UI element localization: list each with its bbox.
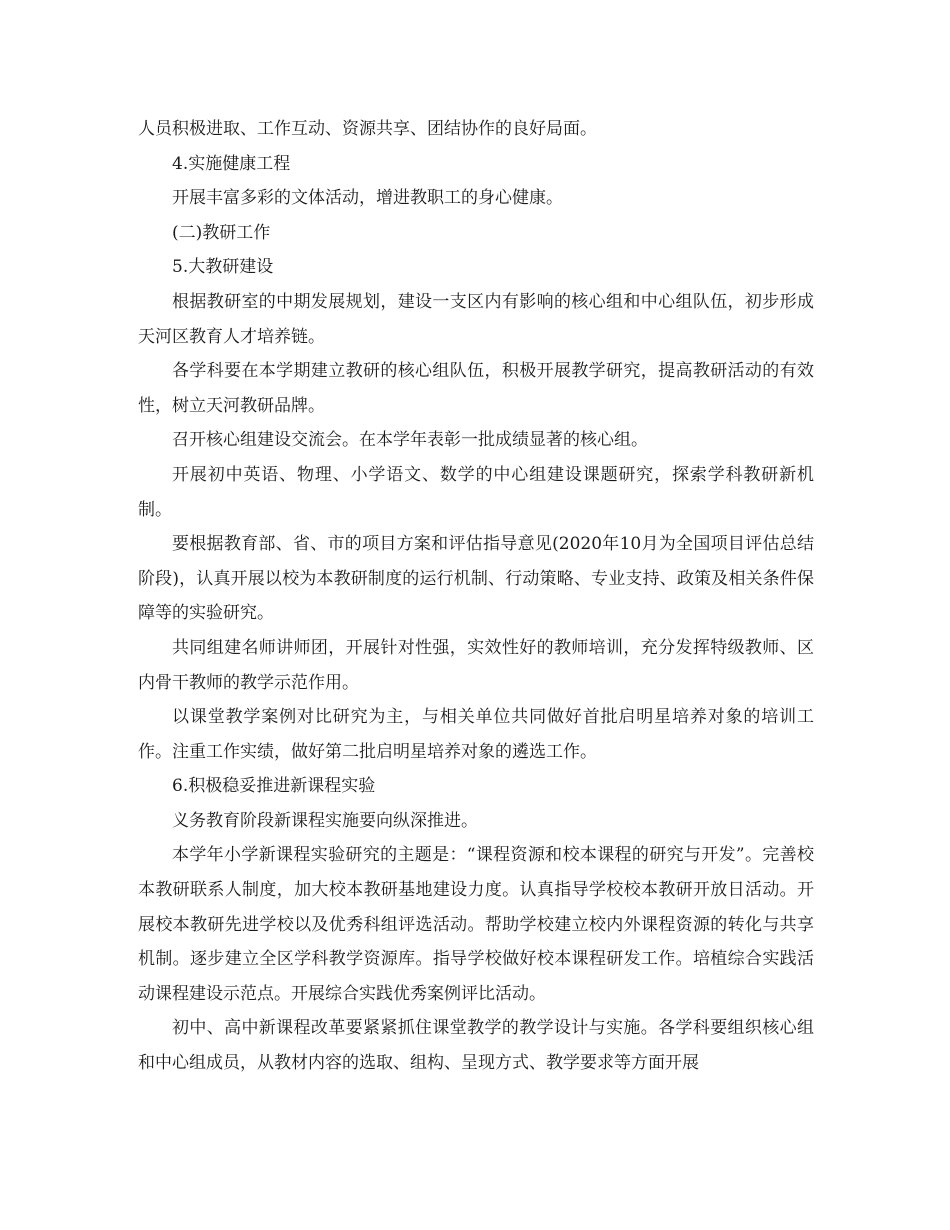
paragraph: 根据教研室的中期发展规划，建设一支区内有影响的核心组和中心组队伍，初步形成天河区教育人才培养链。 bbox=[138, 291, 814, 347]
paragraph: 共同组建名师讲师团，开展针对性强，实效性好的教师培训，充分发挥特级教师、区内骨干教师的教学示范作用。 bbox=[138, 637, 814, 693]
section-heading-teaching-research: (二)教研工作 bbox=[172, 222, 271, 243]
paragraph: 开展初中英语、物理、小学语文、数学的中心组建设课题研究，探索学科教研新机制。 bbox=[138, 464, 814, 520]
document-page bbox=[138, 112, 814, 1081]
section-heading-health-project: 4.实施健康工程 bbox=[172, 153, 291, 174]
paragraph: 召开核心组建设交流会。在本学年表彰一批成绩显著的核心组。 bbox=[172, 430, 648, 451]
paragraph: 各学科要在本学期建立教研的核心组队伍，积极开展教学研究，提高教研活动的有效性，树立天河教研品牌。 bbox=[138, 361, 814, 416]
paragraph: 以课堂教学案例对比研究为主，与相关单位共同做好首批启明星培养对象的培训工作。注重工作实绩，做好第二批启明星培养对象的遴选工作。 bbox=[138, 707, 814, 762]
paragraph-continuation: 人员积极进取、工作互动、资源共享、团结协作的良好局面。 bbox=[138, 119, 597, 139]
paragraph: 义务教育阶段新课程实施要向纵深推进。 bbox=[172, 810, 478, 831]
section-heading-new-curriculum: 6.积极稳妥推进新课程实验 bbox=[172, 776, 376, 797]
paragraph: 初中、高中新课程改革要紧紧抓住课堂教学的教学设计与实施。各学科要组织核心组和中心组成员，从教材内容的选取、组构、呈现方式、教学要求等方面开展 bbox=[138, 1018, 814, 1074]
paragraph: 本学年小学新课程实验研究的主题是：“课程资源和校本课程的研究与开发”。完善校本教研联系人制度，加大校本教研基地建设力度。认真指导学校校本教研开放日活动。开展校本教研先进学校以及优秀科组评选活动。帮助学校建立校内外课程资源的转化与共享机制。逐步建立全区学科教学资源库。指导学校做好校本课程研发工作。培植综合实践活动课程建设示范点。开展综合实践优秀案例评比活动。 bbox=[138, 845, 814, 1004]
section-heading-research-construction: 5.大教研建设 bbox=[172, 257, 274, 278]
paragraph: 开展丰富多彩的文体活动，增进教职工的身心健康。 bbox=[172, 188, 563, 209]
paragraph: 要根据教育部、省、市的项目方案和评估指导意见(2020年10月为全国项目评估总结阶段)，认真开展以校为本教研制度的运行机制、行动策略、专业支持、政策及相关条件保障等的实验研究。 bbox=[138, 534, 814, 624]
